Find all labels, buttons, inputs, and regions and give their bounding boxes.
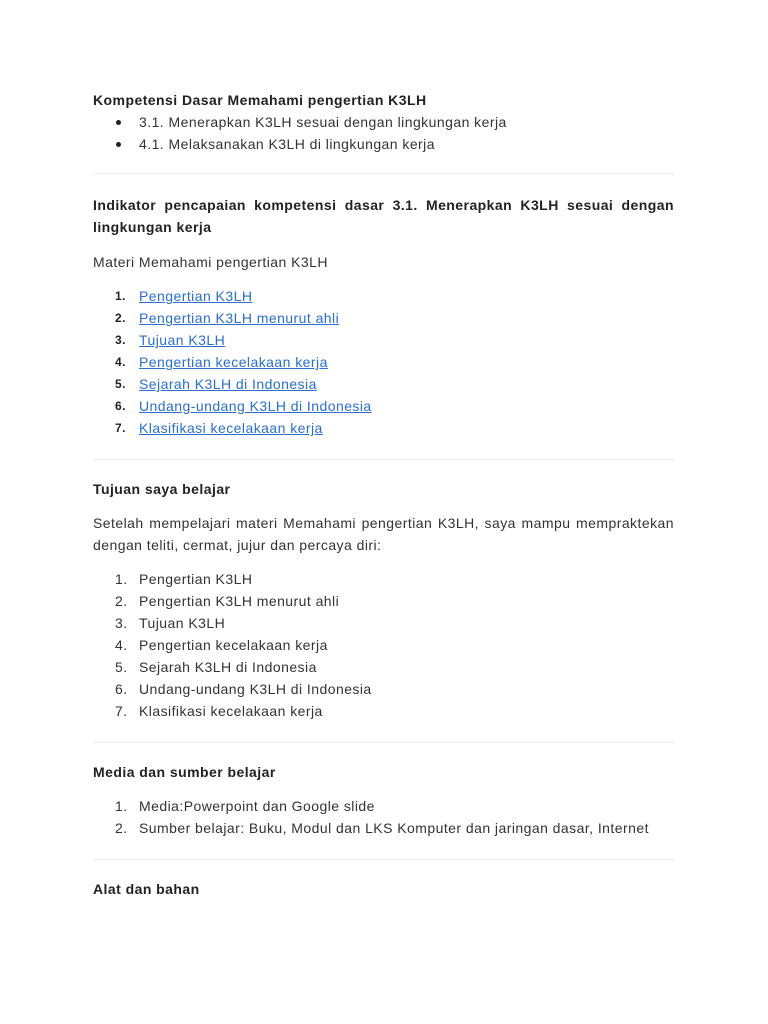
list-number: 6. <box>115 399 126 413</box>
bullet-icon <box>116 142 121 147</box>
link-pengertian-k3lh-menurut-ahli[interactable]: Pengertian K3LH menurut ahli <box>139 310 340 326</box>
list-number: 3. <box>115 615 128 631</box>
tujuan-list <box>93 568 674 722</box>
list-number: 4. <box>115 355 126 369</box>
media-list <box>93 795 674 839</box>
list-item-label: Media:Powerpoint dan Google slide <box>139 798 375 814</box>
list-item-label: Sejarah K3LH di Indonesia <box>139 659 317 675</box>
list-number: 2. <box>115 820 128 836</box>
list-item <box>93 634 674 656</box>
list-item <box>93 678 674 700</box>
kd-list <box>93 111 674 155</box>
list-item-label: 3.1. Menerapkan K3LH sesuai dengan lingkungan kerja <box>139 114 507 130</box>
list-item-label: Undang-undang K3LH di Indonesia <box>139 681 372 697</box>
list-item <box>93 111 674 133</box>
tujuan-heading: Tujuan saya belajar <box>93 481 231 497</box>
link-klasifikasi-kecelakaan-kerja[interactable]: Klasifikasi kecelakaan kerja <box>139 420 323 436</box>
link-tujuan-k3lh[interactable]: Tujuan K3LH <box>139 332 226 348</box>
list-item <box>93 795 674 817</box>
list-item <box>93 373 674 395</box>
bullet-icon <box>116 120 121 125</box>
kd-section <box>93 89 674 155</box>
media-heading: Media dan sumber belajar <box>93 764 276 780</box>
list-item-label: Tujuan K3LH <box>139 615 226 631</box>
document-content <box>93 89 674 900</box>
list-item <box>93 395 674 417</box>
list-number: 7. <box>115 421 126 435</box>
list-number: 1. <box>115 571 128 587</box>
list-item-label: Pengertian K3LH <box>139 571 253 587</box>
tujuan-intro: Setelah mempelajari materi Memahami pengertian K3LH, saya mampu mempraktekan dengan teliti, cermat, jujur dan percaya diri: <box>93 515 674 553</box>
list-item <box>93 307 674 329</box>
list-item-label: 4.1. Melaksanakan K3LH di lingkungan kerja <box>139 136 435 152</box>
link-pengertian-kecelakaan-kerja[interactable]: Pengertian kecelakaan kerja <box>139 354 328 370</box>
divider <box>93 742 674 743</box>
list-item-label: Klasifikasi kecelakaan kerja <box>139 703 323 719</box>
list-item <box>93 612 674 634</box>
list-item <box>93 351 674 373</box>
divider <box>93 173 674 174</box>
media-section <box>93 761 674 839</box>
link-sejarah-k3lh[interactable]: Sejarah K3LH di Indonesia <box>139 376 317 392</box>
list-number: 7. <box>115 703 128 719</box>
list-item <box>93 417 674 439</box>
materi-link-list <box>93 285 674 439</box>
list-number: 2. <box>115 311 126 325</box>
list-item <box>93 133 674 155</box>
list-item <box>93 285 674 307</box>
divider <box>93 859 674 860</box>
list-item-label: Sumber belajar: Buku, Modul dan LKS Komputer dan jaringan dasar, Internet <box>139 820 649 836</box>
list-number: 3. <box>115 333 126 347</box>
kd-heading: Kompetensi Dasar Memahami pengertian K3LH <box>93 92 427 108</box>
list-number: 5. <box>115 659 128 675</box>
list-number: 2. <box>115 593 128 609</box>
list-number: 1. <box>115 798 128 814</box>
list-number: 6. <box>115 681 128 697</box>
tujuan-section <box>93 478 674 722</box>
list-item <box>93 568 674 590</box>
list-item <box>93 656 674 678</box>
alat-section <box>93 878 674 900</box>
link-pengertian-k3lh[interactable]: Pengertian K3LH <box>139 288 253 304</box>
alat-heading: Alat dan bahan <box>93 881 200 897</box>
materi-label: Materi Memahami pengertian K3LH <box>93 254 328 270</box>
link-undang-undang-k3lh[interactable]: Undang-undang K3LH di Indonesia <box>139 398 372 414</box>
list-number: 5. <box>115 377 126 391</box>
indikator-heading: Indikator pencapaian kompetensi dasar 3.1. Menerapkan K3LH sesuai dengan lingkungan kerja <box>93 197 674 235</box>
indikator-section <box>93 194 674 439</box>
list-item-label: Pengertian kecelakaan kerja <box>139 637 328 653</box>
list-item <box>93 590 674 612</box>
list-number: 1. <box>115 289 126 303</box>
list-item <box>93 817 674 839</box>
list-item <box>93 700 674 722</box>
list-item <box>93 329 674 351</box>
list-item-label: Pengertian K3LH menurut ahli <box>139 593 340 609</box>
divider <box>93 459 674 460</box>
list-number: 4. <box>115 637 128 653</box>
